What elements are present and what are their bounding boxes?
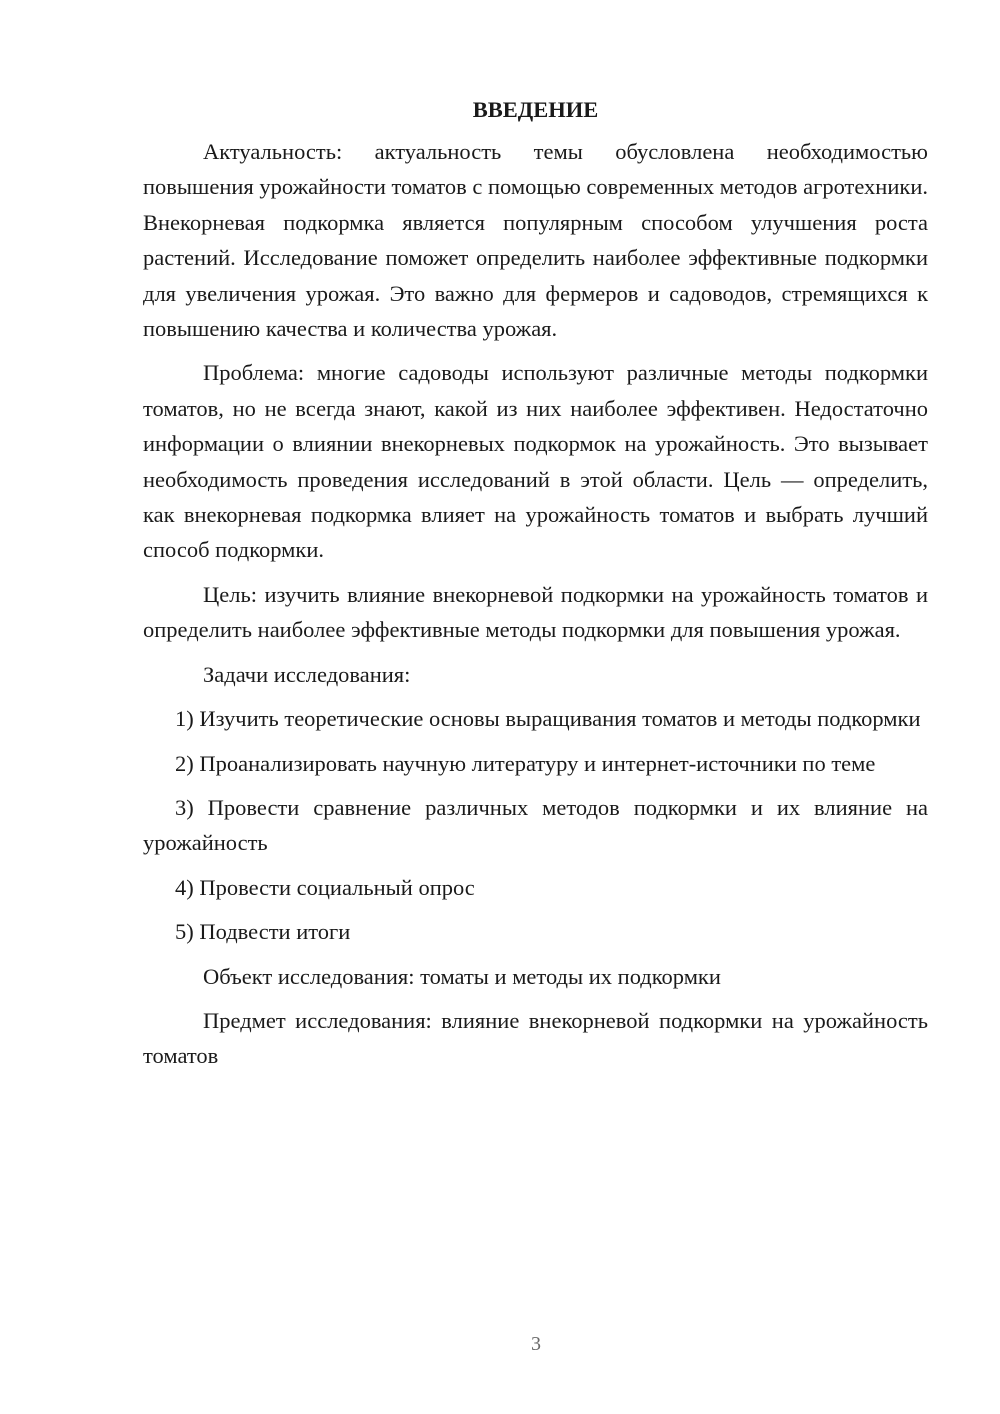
research-subject: Предмет исследования: влияние внекорневой подкормки на урожайность томатов: [143, 1007, 928, 1069]
goal-paragraph: Цель: изучить влияние внекорневой подкормки на урожайность томатов и определить наиболее эффективные методы подкормки для повышения урожая.: [143, 581, 928, 643]
problem-paragraph: Проблема: многие садоводы используют различные методы подкормки томатов, но не всегда знают, какой из них наиболее эффективен. Недостаточно информации о влиянии внекорневых подкормок на урожайность. Это вызывает необходимость проведения исследований в этой области. Цель — определить, как внекорневая подкормка влияет на урожайность томатов и выбрать лучший способ подкормки.: [143, 360, 928, 563]
page-content: [143, 92, 928, 1083]
task-item: 4) Провести социальный опрос: [175, 874, 475, 900]
task-item: 2) Проанализировать научную литературу и интернет-источники по теме: [175, 750, 876, 776]
page-number: 3: [531, 1333, 541, 1355]
research-object: Объект исследования: томаты и методы их подкормки: [203, 963, 721, 989]
relevance-paragraph: Актуальность: актуальность темы обусловлена необходимостью повышения урожайности томатов с помощью современных методов агротехники. Внекорневая подкормка является популярным способом улучшения роста растений. Исследование поможет определить наиболее эффективные подкормки для увеличения урожая. Это важно для фермеров и садоводов, стремящихся к повышению качества и количества урожая.: [143, 139, 928, 342]
section-heading: ВВЕДЕНИЕ: [472, 97, 599, 122]
task-item: 5) Подвести итоги: [175, 919, 351, 945]
task-item: 1) Изучить теоретические основы выращивания томатов и методы подкормки: [175, 706, 921, 732]
task-item: 3) Провести сравнение различных методов подкормки и их влияние на урожайность: [143, 794, 928, 856]
tasks-title: Задачи исследования:: [203, 661, 411, 687]
